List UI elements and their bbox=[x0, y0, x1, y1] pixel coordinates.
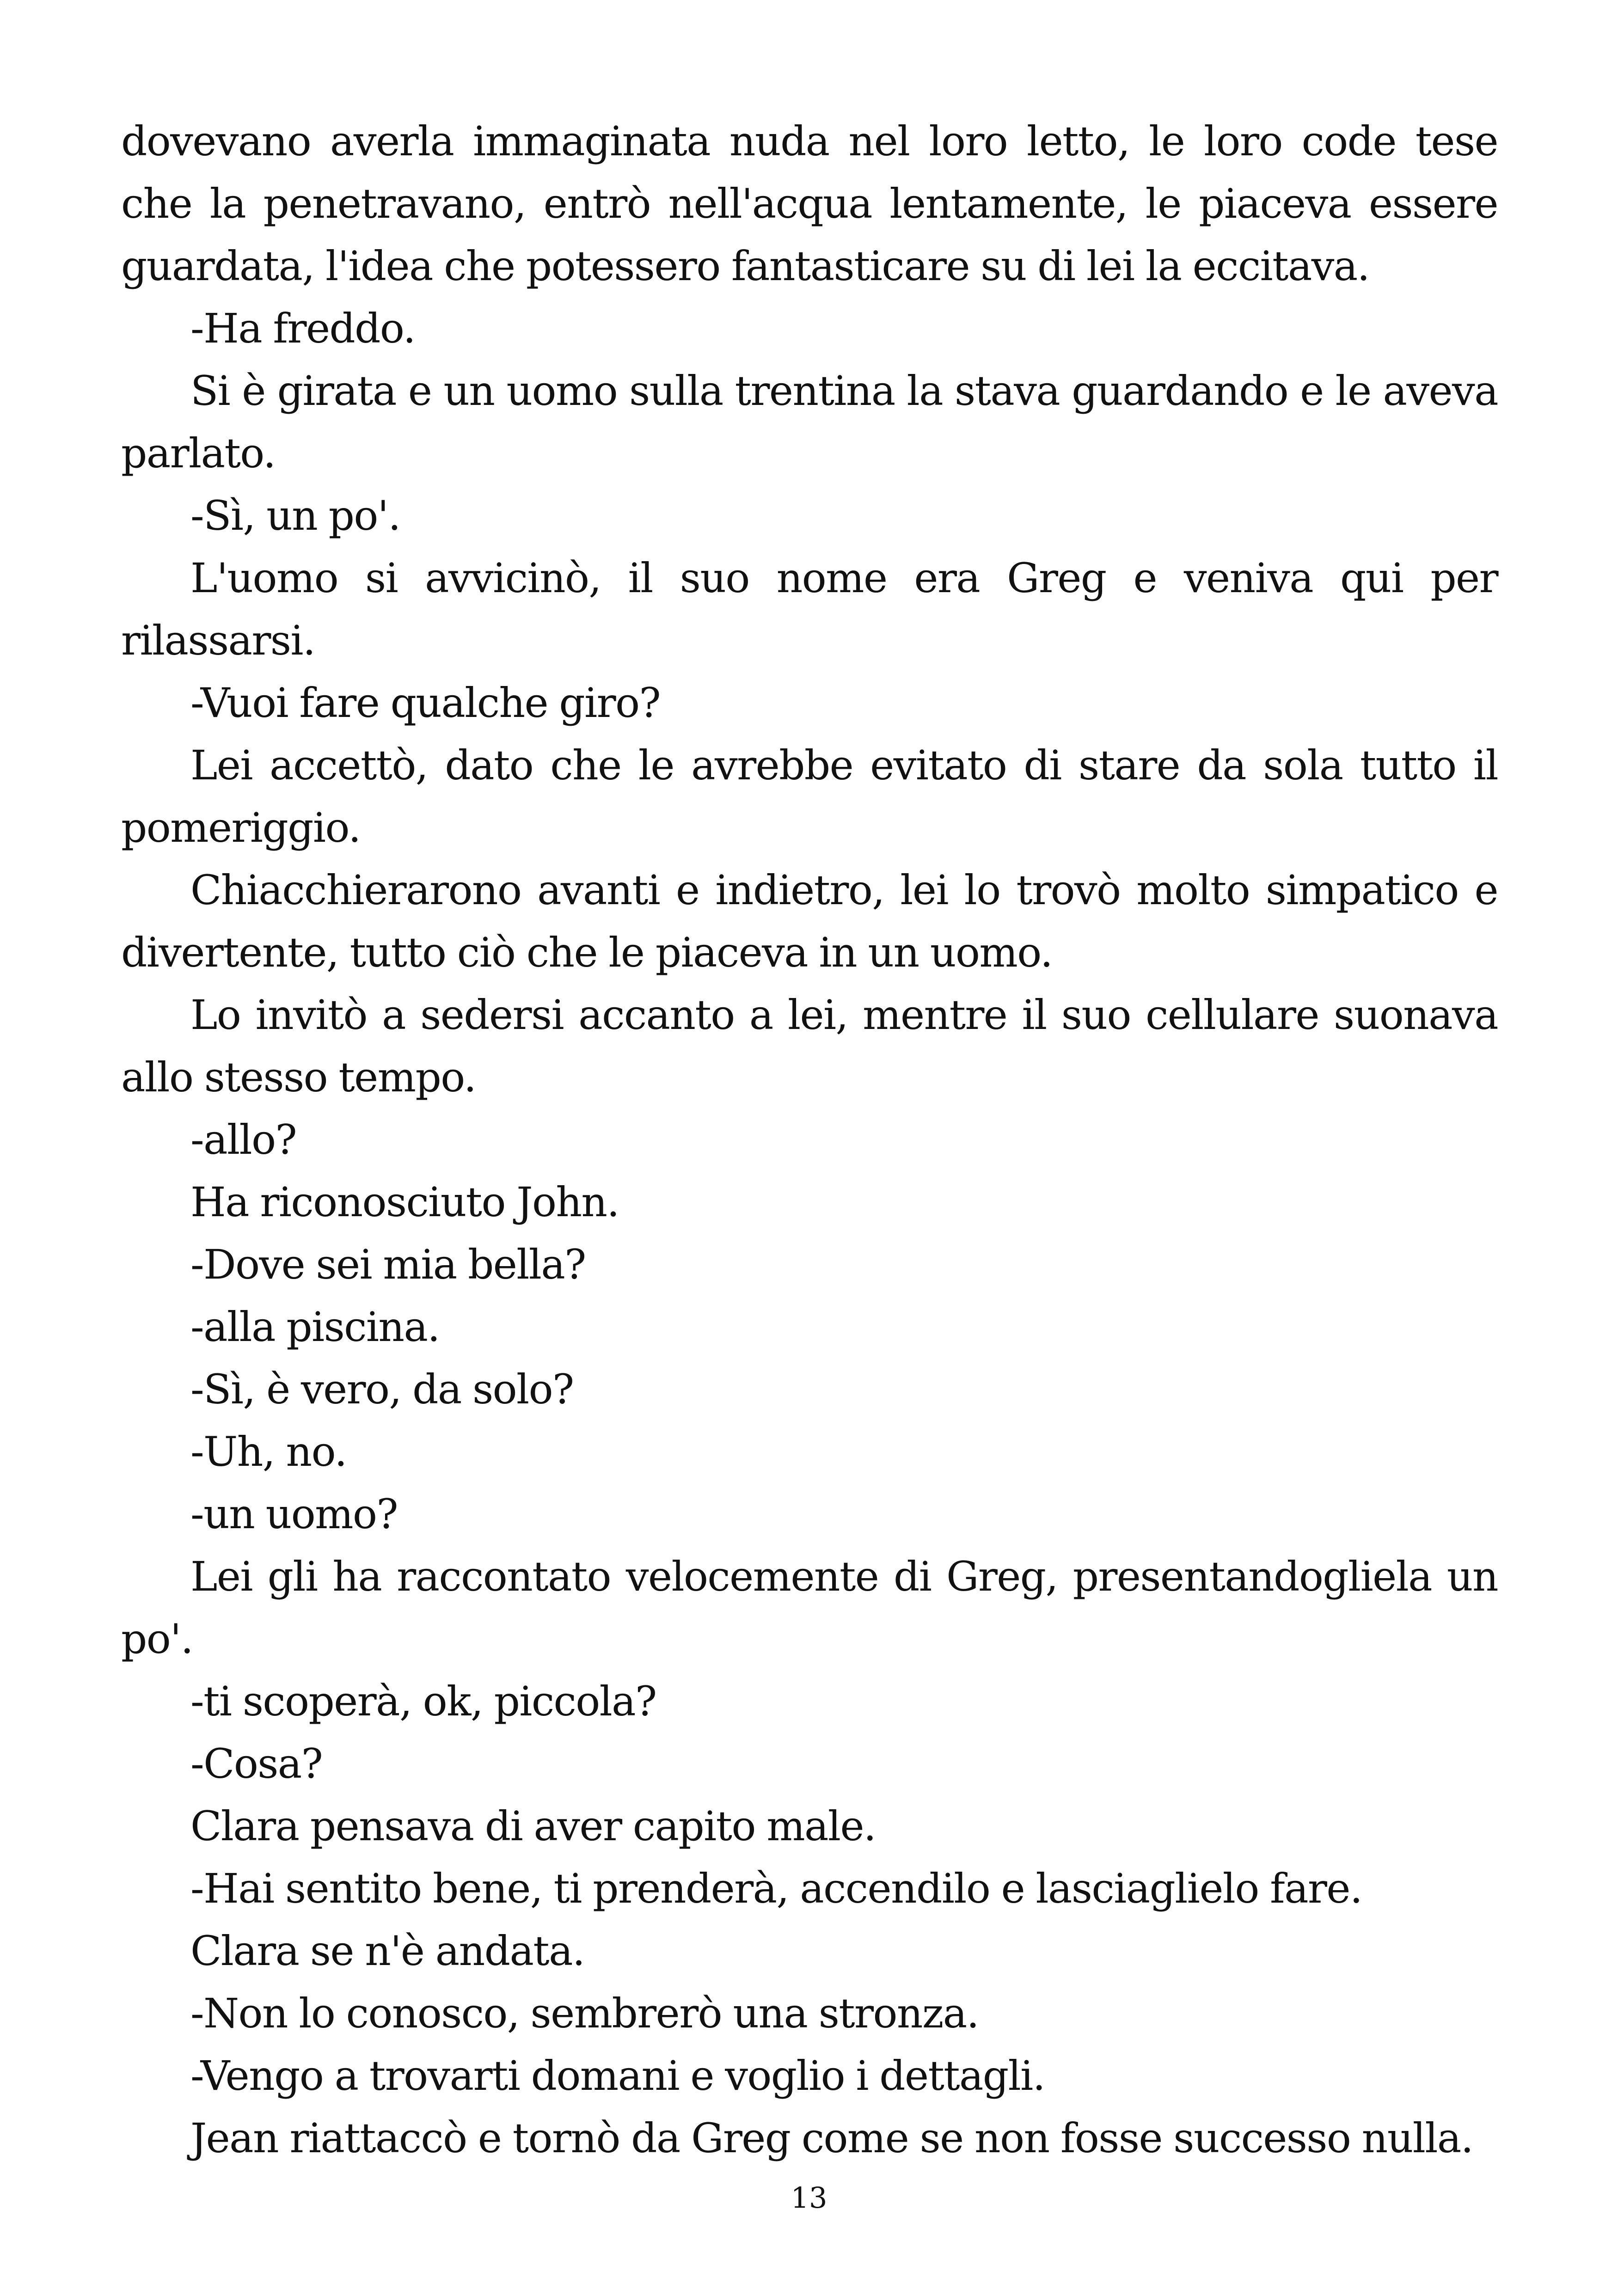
paragraph: Lei accettò, dato che le avrebbe evitato di stare da sola tutto il pomeriggio. bbox=[121, 741, 1498, 851]
body-text bbox=[121, 110, 1498, 2169]
paragraph: Chiacchierarono avanti e indietro, lei lo trovò molto simpatico e divertente, tutto ciò che le piaceva in un uomo. bbox=[121, 866, 1498, 976]
paragraph: -un uomo? bbox=[190, 1490, 398, 1538]
paragraph: -Uh, no. bbox=[190, 1428, 347, 1476]
paragraph: -Vuoi fare qualche giro? bbox=[190, 679, 661, 727]
paragraph: -Hai sentito bene, ti prenderà, accendilo e lasciaglielo fare. bbox=[190, 1865, 1362, 1912]
paragraph: -Non lo conosco, sembrerò una stronza. bbox=[190, 1990, 979, 2037]
paragraph: -allo? bbox=[190, 1116, 297, 1163]
paragraph: Clara se n'è andata. bbox=[190, 1927, 585, 1975]
paragraph: Lo invitò a sedersi accanto a lei, mentre il suo cellulare suonava allo stesso tempo. bbox=[121, 991, 1498, 1101]
paragraph: -Cosa? bbox=[190, 1740, 323, 1788]
paragraph: -ti scoperà, ok, piccola? bbox=[190, 1678, 656, 1725]
paragraph: -alla piscina. bbox=[190, 1303, 440, 1351]
paragraph: -Ha freddo. bbox=[190, 305, 416, 352]
paragraph: dovevano averla immaginata nuda nel loro letto, le loro code tese che la penetravano, entrò nell'acqua lentamente, le piaceva essere guardata, l'idea che potessero fantasticare su di lei la eccitava. bbox=[121, 117, 1498, 290]
paragraph: -Sì, un po'. bbox=[190, 492, 400, 539]
paragraph: Jean riattaccò e tornò da Greg come se non fosse successo nulla. bbox=[190, 2114, 1473, 2162]
paragraph: L'uomo si avvicinò, il suo nome era Greg e veniva qui per rilassarsi. bbox=[121, 554, 1498, 664]
paragraph: -Dove sei mia bella? bbox=[190, 1241, 586, 1288]
paragraph: -Vengo a trovarti domani e voglio i dettagli. bbox=[190, 2052, 1045, 2100]
paragraph: Clara pensava di aver capito male. bbox=[190, 1802, 876, 1850]
paragraph: Ha riconosciuto John. bbox=[190, 1178, 619, 1226]
paragraph: Lei gli ha raccontato velocemente di Greg, presentandogliela un po'. bbox=[121, 1553, 1498, 1663]
page-number: 13 bbox=[791, 2181, 827, 2215]
paragraph: Si è girata e un uomo sulla trentina la stava guardando e le aveva parlato. bbox=[121, 367, 1498, 477]
paragraph: -Sì, è vero, da solo? bbox=[190, 1365, 574, 1413]
